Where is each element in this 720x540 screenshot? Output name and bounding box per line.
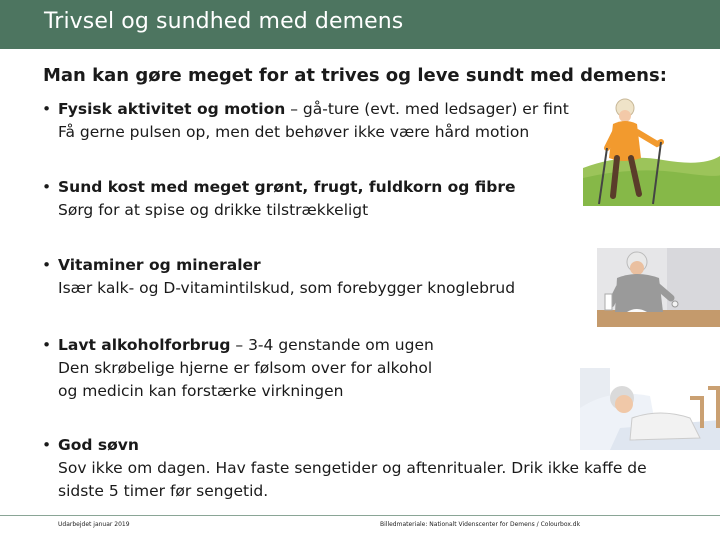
bullet-dot: • xyxy=(42,256,52,274)
slide-title: Trivsel og sundhed med demens xyxy=(44,9,404,34)
bullet-vitamins xyxy=(42,254,515,300)
bullet-dot: • xyxy=(42,436,52,454)
walking-woman-icon xyxy=(583,98,720,206)
bullet-bold-text: Sund kost med meget grønt, frugt, fuldkorn og fibre xyxy=(58,178,516,196)
footer-divider xyxy=(0,515,720,516)
bullet-rest-text: – 3-4 genstande om ugen xyxy=(230,336,434,354)
slide-heading: Man kan gøre meget for at trives og leve sundt med demens: xyxy=(43,65,667,86)
bullet-low-alcohol xyxy=(42,334,434,403)
bullet-headline xyxy=(42,334,434,357)
bullet-detail: og medicin kan forstærke virkningen xyxy=(58,382,344,400)
bullet-detail: Sørg for at spise og drikke tilstrækkeligt xyxy=(58,201,369,219)
man-with-pills-illustration xyxy=(597,248,720,327)
footer-credits: Billedmateriale: Nationalt Videnscenter for Demens / Colourbox.dk xyxy=(380,521,581,528)
bullet-headline xyxy=(42,434,647,457)
man-with-pills-icon xyxy=(597,248,720,327)
bullet-healthy-diet xyxy=(42,176,516,222)
bullet-detail: Især kalk- og D-vitamintilskud, som forebygger knoglebrud xyxy=(58,279,516,297)
bullet-bold-text: God søvn xyxy=(58,436,139,454)
bullet-good-sleep xyxy=(42,434,647,503)
bullet-detail: Sov ikke om dagen. Hav faste sengetider og aftenritualer. Drik ikke kaffe de xyxy=(58,459,647,477)
title-bar xyxy=(0,0,720,49)
walking-woman-illustration xyxy=(583,98,720,206)
bullet-headline xyxy=(42,176,516,199)
bullet-headline xyxy=(42,254,515,277)
bullet-bold-text: Lavt alkoholforbrug xyxy=(58,336,231,354)
bullet-dot: • xyxy=(42,178,52,196)
bullet-rest-text: – gå-ture (evt. med ledsager) er fint xyxy=(285,100,569,118)
sleeping-woman-illustration xyxy=(580,368,720,450)
bullet-dot: • xyxy=(42,336,52,354)
bullet-detail: Få gerne pulsen op, men det behøver ikke være hård motion xyxy=(58,123,530,141)
footer-date: Udarbejdet januar 2019 xyxy=(58,521,130,528)
bullet-bold-text: Vitaminer og mineraler xyxy=(58,256,261,274)
bullet-dot: • xyxy=(42,100,52,118)
bullet-bold-text: Fysisk aktivitet og motion xyxy=(58,100,286,118)
sleeping-woman-icon xyxy=(580,368,720,450)
bullet-detail: sidste 5 timer før sengetid. xyxy=(58,482,269,500)
bullet-physical-activity xyxy=(42,98,569,144)
bullet-detail: Den skrøbelige hjerne er følsom over for alkohol xyxy=(58,359,433,377)
bullet-headline xyxy=(42,98,569,121)
